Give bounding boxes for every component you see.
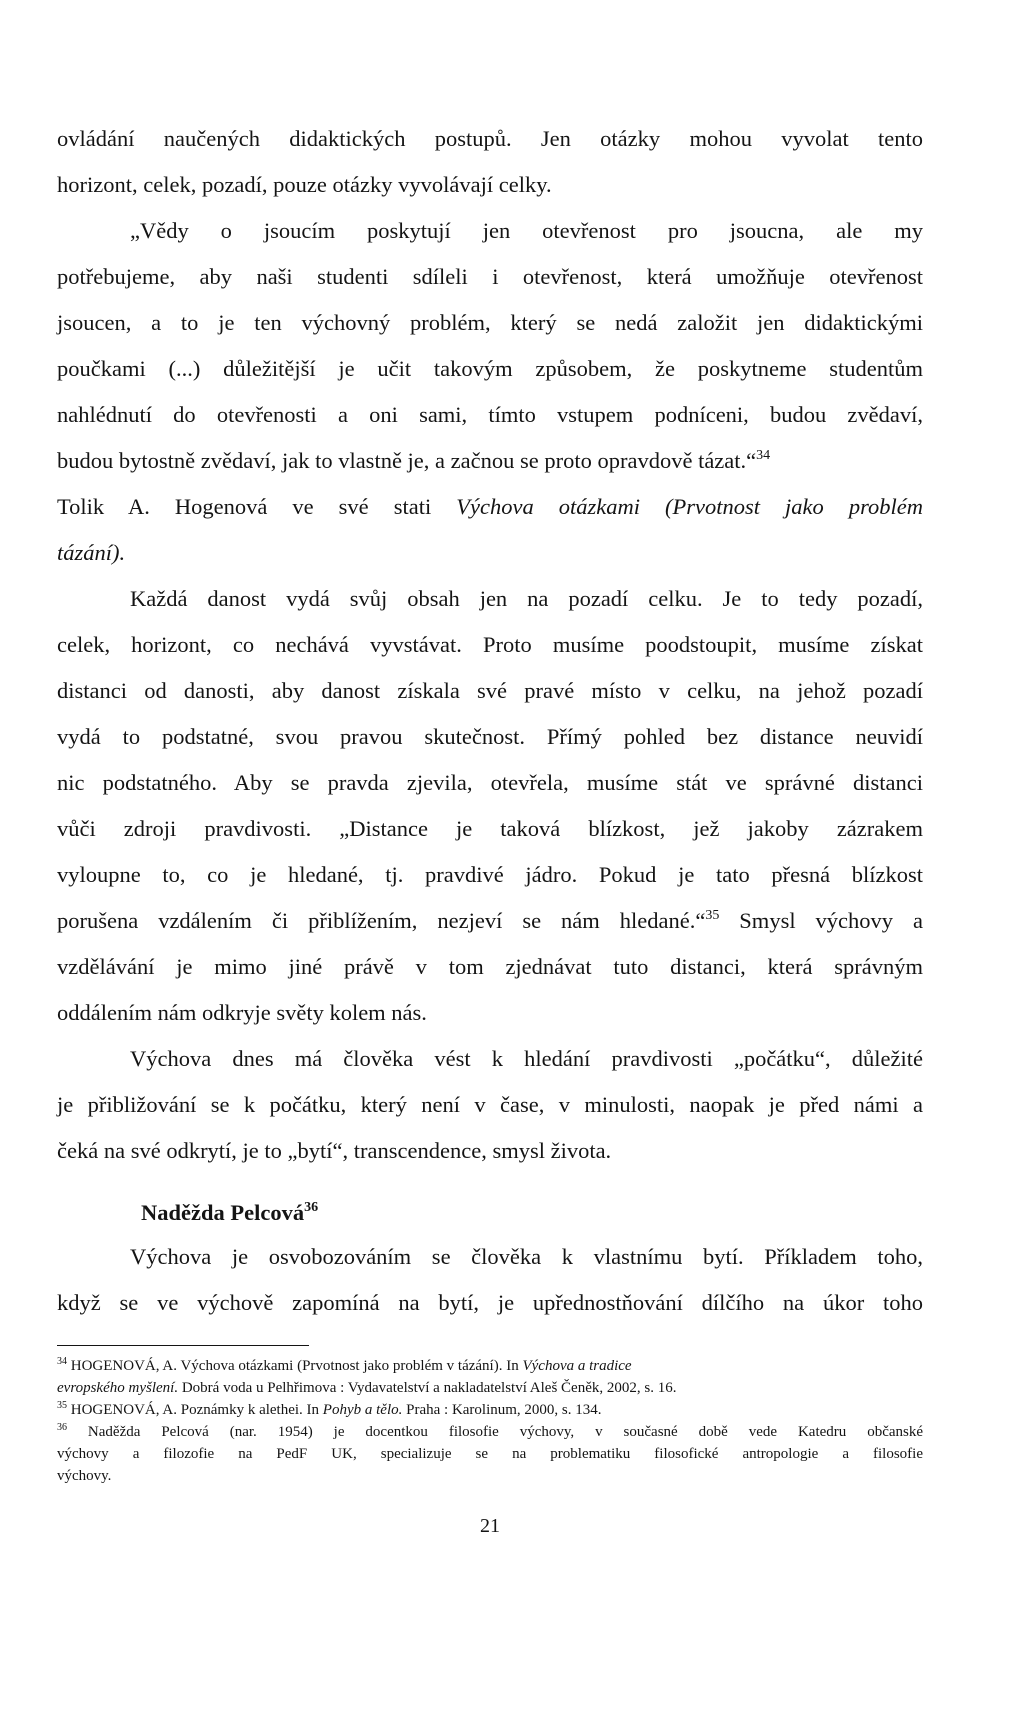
body-line: je přibližování se k počátku, který není v čase, v minulosti, naopak je před námi a — [57, 1092, 923, 1117]
body-line: ovládání naučených didaktických postupů. Jen otázky mohou vyvolat tento — [57, 126, 923, 151]
footnote-text: Naděžda Pelcová (nar. 1954) je docentkou filosofie výchovy, v současné době vede Katedru občanské — [67, 1424, 923, 1440]
body-line: celek, horizont, co nechává vyvstávat. Proto musíme poodstoupit, musíme získat — [57, 632, 923, 657]
footnote-number: 35 — [57, 1400, 67, 1411]
footnote-line — [57, 1356, 923, 1374]
body-line: vzdělávání je mimo jiné právě v tom zjednávat tuto distanci, která správným — [57, 954, 923, 979]
heading-text: Naděžda Pelcová — [141, 1200, 305, 1225]
body-line: potřebujeme, aby naši studenti sdíleli i otevřenost, která umožňuje otevřenost — [57, 264, 923, 289]
body-line: vůči zdroji pravdivosti. „Distance je taková blízkost, jež jakoby zázrakem — [57, 816, 923, 841]
footnote-text: HOGENOVÁ, A. Výchova otázkami (Prvotnost jako problém v tázání). In — [67, 1358, 523, 1374]
footnote-ref: 36 — [304, 1200, 319, 1215]
body-line: když se ve výchově zapomíná na bytí, je upřednostňování dílčího na úkor toho — [57, 1290, 923, 1315]
footnote-title: evropského myšlení. — [57, 1380, 179, 1396]
body-line: poučkami (...) důležitější je učit takovým způsobem, že poskytneme studentům — [57, 356, 923, 381]
body-line: oddálením nám odkryje světy kolem nás. — [57, 1000, 427, 1025]
body-line: Výchova je osvobozováním se člověka k vlastnímu bytí. Příkladem toho, — [130, 1244, 923, 1269]
footnote-separator — [57, 1345, 309, 1346]
body-line — [57, 450, 923, 473]
footnote-ref: 35 — [705, 908, 720, 923]
line-text: Tolik A. Hogenová ve své stati — [57, 494, 457, 519]
body-line: jsoucen, a to je ten výchovný problém, který se nedá založit jen didaktickými — [57, 310, 923, 335]
footnote-line — [57, 1400, 923, 1418]
body-line — [57, 910, 923, 933]
footnote-number: 34 — [57, 1356, 67, 1367]
body-line: čeká na své odkrytí, je to „bytí“, transcendence, smysl života. — [57, 1138, 612, 1163]
footnote-number: 36 — [57, 1422, 67, 1433]
work-title-cont: tázání). — [57, 540, 126, 565]
footnote-ref: 34 — [756, 448, 771, 463]
body-line: „Vědy o jsoucím poskytují jen otevřenost pro jsoucna, ale my — [130, 218, 923, 243]
line-text: budou bytostně zvědaví, jak to vlastně je, a začnou se proto opravdově tázat.“ — [57, 448, 757, 473]
footnote-text: Praha : Karolinum, 2000, s. 134. — [402, 1402, 602, 1418]
body-line: Každá danost vydá svůj obsah jen na pozadí celku. Je to tedy pozadí, — [130, 586, 923, 611]
footnote-text: Dobrá voda u Pelhřimova : Vydavatelství a nakladatelství Aleš Čeněk, 2002, s. 16. — [178, 1380, 677, 1396]
body-line: distanci od danosti, aby danost získala své pravé místo v celku, na jehož pozadí — [57, 678, 923, 703]
footnote-text: HOGENOVÁ, A. Poznámky k alethei. In — [67, 1402, 323, 1418]
line-text: porušena vzdálením či přiblížením, nezjeví se nám hledané.“ — [57, 908, 706, 933]
page-number: 21 — [480, 1515, 500, 1537]
footnote-line: výchovy a filozofie na PedF UK, specializuje se na problematiku filosofické antropologie a filosofie — [57, 1446, 923, 1462]
document-page — [57, 128, 923, 1708]
body-line: horizont, celek, pozadí, pouze otázky vyvolávají celky. — [57, 172, 552, 197]
section-heading — [141, 1200, 318, 1226]
footnote-line — [57, 1422, 923, 1440]
footnote-title: Pohyb a tělo. — [322, 1402, 403, 1418]
footnote-line: výchovy. — [57, 1468, 112, 1484]
body-line — [57, 496, 923, 519]
body-line: vyloupne to, co je hledané, tj. pravdivé jádro. Pokud je tato přesná blízkost — [57, 862, 923, 887]
work-title: Výchova otázkami (Prvotnost jako problém — [456, 494, 923, 519]
footnote-line — [57, 1381, 923, 1396]
body-line — [57, 542, 923, 565]
body-line: nic podstatného. Aby se pravda zjevila, otevřela, musíme stát ve správné distanci — [57, 770, 923, 795]
line-text: Smysl výchovy a — [719, 908, 923, 933]
footnote-title: Výchova a tradice — [522, 1358, 632, 1374]
body-line: vydá to podstatné, svou pravou skutečnost. Přímý pohled bez distance neuvidí — [57, 724, 923, 749]
body-line: Výchova dnes má člověka vést k hledání pravdivosti „počátku“, důležité — [130, 1046, 923, 1071]
body-line: nahlédnutí do otevřenosti a oni sami, tímto vstupem podníceni, budou zvědaví, — [57, 402, 923, 427]
